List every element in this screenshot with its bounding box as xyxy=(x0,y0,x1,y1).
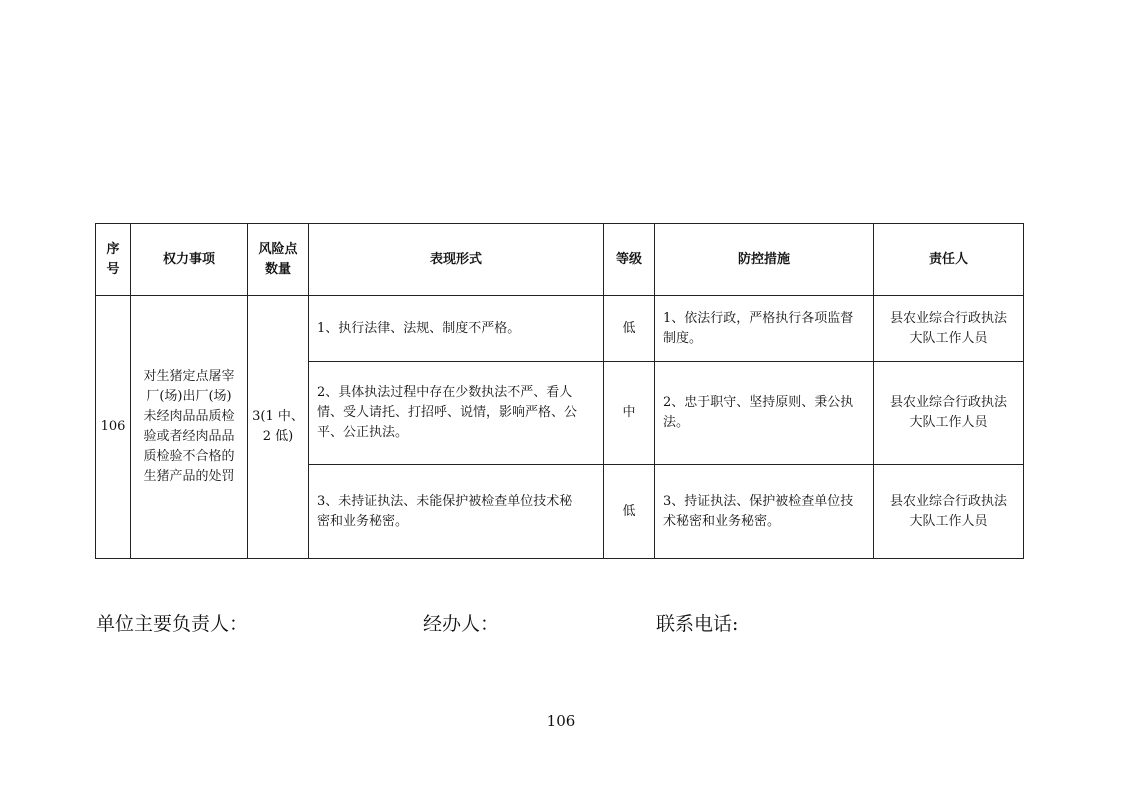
table-header-row xyxy=(96,224,1024,296)
power-item-line: 验或者经肉品品 xyxy=(143,429,235,444)
manifestation-cell xyxy=(309,362,604,465)
measures-cell xyxy=(655,465,874,559)
measures-line: 法。 xyxy=(663,415,690,430)
header-seq-line: 序 xyxy=(106,241,120,257)
power-item-line: 未经肉品品质检 xyxy=(143,409,235,424)
level-cell: 低 xyxy=(604,465,655,559)
header-risk-count-line: 风险点 xyxy=(258,241,298,257)
manifestation-line: 3、未持证执法、未能保护被检查单位技术秘 xyxy=(317,493,573,509)
handler-label: 经办人： xyxy=(423,613,500,635)
measures-line: 2、忠于职守、坚持原则、秉公执 xyxy=(663,395,854,410)
manifestation-line: 1、执行法律、法规、制度不严格。 xyxy=(317,320,521,336)
measures-line: 3、持证执法、保护被检查单位技 xyxy=(663,493,854,509)
measures-cell xyxy=(655,362,874,465)
owner-line: 县农业综合行政执法 xyxy=(889,395,1007,410)
power-item-line: 厂(场)出厂(场) xyxy=(146,389,232,404)
table-row xyxy=(96,296,1024,362)
level-cell: 中 xyxy=(604,362,655,465)
manifestation-line: 密和业务秘密。 xyxy=(317,513,409,529)
manifestation-line: 2、具体执法过程中存在少数执法不严、看人 xyxy=(317,385,573,400)
risk-count-line: 2 低) xyxy=(262,429,294,444)
page-number: 106 xyxy=(546,712,576,730)
risk-count-cell xyxy=(248,296,309,559)
measures-cell xyxy=(655,296,874,362)
risk-count-line: 3(1 中、 xyxy=(252,409,304,424)
owner-line: 大队工作人员 xyxy=(909,415,988,430)
measures-line: 1、依法行政，严格执行各项监督 xyxy=(663,310,854,326)
header-risk-count xyxy=(248,224,309,296)
header-power-item: 权力事项 xyxy=(131,224,248,296)
owner-cell xyxy=(874,362,1024,465)
power-item-line: 生猪产品的处罚 xyxy=(143,469,235,484)
principal-label: 单位主要负责人： xyxy=(96,613,249,635)
owner-line: 大队工作人员 xyxy=(909,513,988,529)
manifestation-cell xyxy=(309,296,604,362)
header-owner: 责任人 xyxy=(874,224,1024,296)
power-item-cell xyxy=(131,296,248,559)
owner-cell xyxy=(874,465,1024,559)
header-seq xyxy=(96,224,131,296)
header-seq-line: 号 xyxy=(106,261,120,277)
manifestation-line: 情、受人请托、打招呼、说情，影响严格、公 xyxy=(317,405,578,420)
owner-line: 县农业综合行政执法 xyxy=(889,310,1007,326)
owner-line: 大队工作人员 xyxy=(909,330,988,346)
measures-line: 术秘密和业务秘密。 xyxy=(663,513,781,529)
owner-line: 县农业综合行政执法 xyxy=(889,493,1007,509)
risk-control-table xyxy=(95,223,1024,559)
power-item-line: 质检验不合格的 xyxy=(143,449,235,464)
owner-cell xyxy=(874,296,1024,362)
level-cell: 低 xyxy=(604,296,655,362)
header-risk-count-line: 数量 xyxy=(264,261,291,277)
header-measures: 防控措施 xyxy=(655,224,874,296)
power-item-line: 对生猪定点屠宰 xyxy=(143,369,235,384)
manifestation-cell xyxy=(309,465,604,559)
header-level: 等级 xyxy=(604,224,655,296)
manifestation-line: 平、公正执法。 xyxy=(317,425,409,440)
header-manifestation: 表现形式 xyxy=(309,224,604,296)
measures-line: 制度。 xyxy=(663,330,703,346)
phone-label: 联系电话: xyxy=(656,613,739,635)
seq-cell: 106 xyxy=(96,296,131,559)
